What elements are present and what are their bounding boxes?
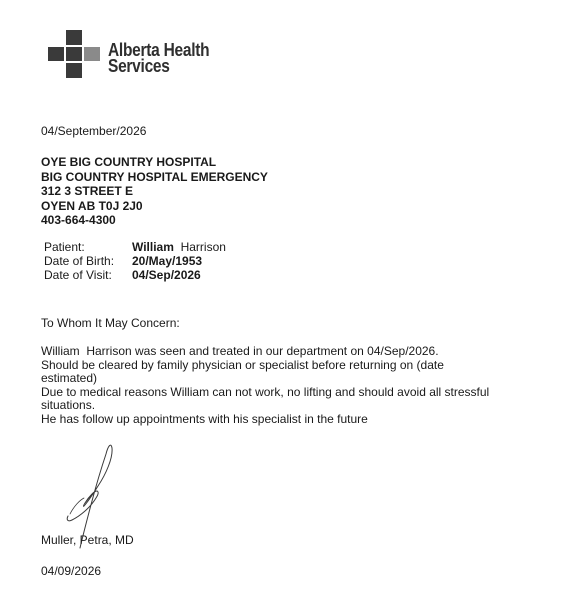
- patient-name: [132, 240, 226, 254]
- facility-department: BIG COUNTRY HOSPITAL EMERGENCY: [41, 169, 268, 184]
- dob-label: Date of Birth:: [44, 254, 115, 269]
- organization-name-line2: Services: [108, 56, 170, 76]
- letter-body: [41, 345, 541, 427]
- signatory-name: Muller, Petra, MD: [41, 533, 134, 547]
- visit-row: [44, 268, 226, 282]
- letter-date: 04/September/2026: [41, 124, 147, 138]
- facility-city: OYEN AB T0J 2J0: [41, 198, 143, 213]
- facility-phone: 403-664-4300: [41, 213, 116, 228]
- body-paragraph: William Harrison was seen and treated in our department on 04/Sep/2026.: [41, 344, 439, 358]
- sign-date: 04/09/2026: [41, 564, 102, 578]
- patient-first-name: William: [132, 240, 174, 254]
- patient-name-row: [44, 240, 226, 254]
- dob-value: 20/May/1953: [132, 254, 203, 269]
- patient-last-name: Harrison: [180, 240, 226, 254]
- body-paragraph: Due to medical reasons William can not work, no lifting and should avoid all stressful situations.: [41, 384, 490, 413]
- dob-row: [44, 254, 226, 268]
- visit-date: 04/Sep/2026: [132, 268, 201, 283]
- logo-cross-icon: [48, 30, 102, 80]
- patient-label: Patient:: [44, 240, 85, 254]
- facility-address: [41, 155, 268, 228]
- facility-street: 312 3 STREET E: [41, 184, 134, 199]
- salutation: To Whom It May Concern:: [41, 316, 180, 330]
- facility-name: OYE BIG COUNTRY HOSPITAL: [41, 155, 217, 169]
- body-paragraph: He has follow up appointments with his specialist in the future: [41, 411, 368, 426]
- patient-info: [44, 240, 226, 283]
- organization-name: [108, 42, 209, 74]
- body-paragraph: Should be cleared by family physician or specialist before returning on (date estimated): [41, 357, 444, 386]
- organization-logo: [48, 30, 238, 82]
- visit-label: Date of Visit:: [44, 268, 112, 283]
- organization-name-line1: Alberta Health: [108, 40, 210, 60]
